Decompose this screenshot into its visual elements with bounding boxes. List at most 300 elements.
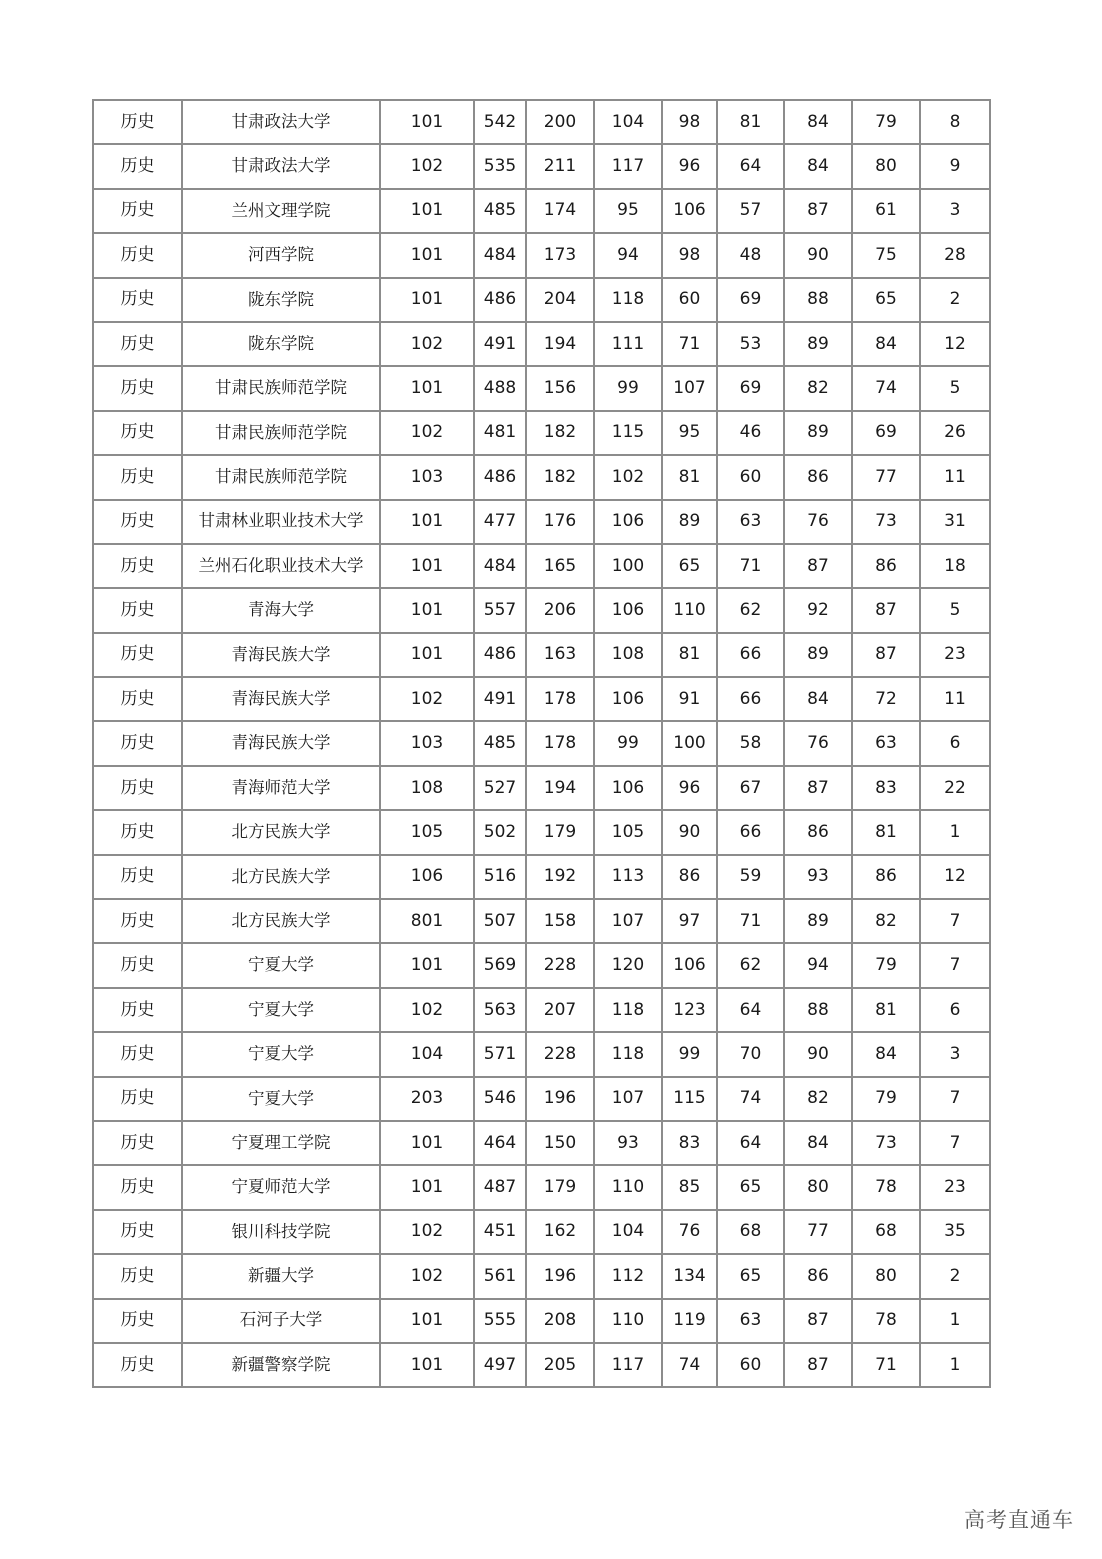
col5-cell: 211 xyxy=(526,144,594,188)
col5-cell: 205 xyxy=(526,1343,594,1387)
count-cell: 6 xyxy=(920,721,990,765)
col10-cell: 72 xyxy=(852,677,920,721)
col5-cell: 163 xyxy=(526,633,594,677)
col7-cell: 123 xyxy=(662,988,717,1032)
school-cell: 兰州文理学院 xyxy=(182,189,380,233)
col8-cell: 46 xyxy=(717,411,784,455)
count-cell: 1 xyxy=(920,1343,990,1387)
subject-cell: 历史 xyxy=(93,1210,182,1254)
col10-cell: 80 xyxy=(852,1254,920,1298)
score-cell: 487 xyxy=(474,1165,526,1209)
col8-cell: 66 xyxy=(717,810,784,854)
col9-cell: 87 xyxy=(784,544,852,588)
col8-cell: 66 xyxy=(717,633,784,677)
table-body xyxy=(93,100,990,1387)
col10-cell: 83 xyxy=(852,766,920,810)
col5-cell: 194 xyxy=(526,766,594,810)
col7-cell: 98 xyxy=(662,100,717,144)
col6-cell: 106 xyxy=(594,500,662,544)
col6-cell: 106 xyxy=(594,766,662,810)
col7-cell: 83 xyxy=(662,1121,717,1165)
col7-cell: 107 xyxy=(662,366,717,410)
table-row xyxy=(93,677,990,721)
col8-cell: 62 xyxy=(717,943,784,987)
col9-cell: 89 xyxy=(784,633,852,677)
subject-cell: 历史 xyxy=(93,322,182,366)
code-cell: 106 xyxy=(380,855,474,899)
col5-cell: 179 xyxy=(526,810,594,854)
code-cell: 101 xyxy=(380,1165,474,1209)
col7-cell: 115 xyxy=(662,1077,717,1121)
score-cell: 486 xyxy=(474,455,526,499)
school-cell: 北方民族大学 xyxy=(182,810,380,854)
score-cell: 486 xyxy=(474,278,526,322)
subject-cell: 历史 xyxy=(93,677,182,721)
col10-cell: 84 xyxy=(852,1032,920,1076)
subject-cell: 历史 xyxy=(93,233,182,277)
col10-cell: 69 xyxy=(852,411,920,455)
count-cell: 12 xyxy=(920,855,990,899)
col7-cell: 99 xyxy=(662,1032,717,1076)
table-row xyxy=(93,1210,990,1254)
table-row xyxy=(93,500,990,544)
score-cell: 486 xyxy=(474,633,526,677)
count-cell: 5 xyxy=(920,588,990,632)
score-cell: 484 xyxy=(474,544,526,588)
count-cell: 35 xyxy=(920,1210,990,1254)
count-cell: 6 xyxy=(920,988,990,1032)
col10-cell: 79 xyxy=(852,1077,920,1121)
score-cell: 557 xyxy=(474,588,526,632)
col9-cell: 84 xyxy=(784,144,852,188)
score-cell: 571 xyxy=(474,1032,526,1076)
score-cell: 535 xyxy=(474,144,526,188)
score-cell: 569 xyxy=(474,943,526,987)
col6-cell: 99 xyxy=(594,721,662,765)
col9-cell: 87 xyxy=(784,189,852,233)
table-row xyxy=(93,411,990,455)
col10-cell: 73 xyxy=(852,1121,920,1165)
col5-cell: 204 xyxy=(526,278,594,322)
col6-cell: 95 xyxy=(594,189,662,233)
subject-cell: 历史 xyxy=(93,500,182,544)
col9-cell: 80 xyxy=(784,1165,852,1209)
col10-cell: 63 xyxy=(852,721,920,765)
table-row xyxy=(93,278,990,322)
code-cell: 101 xyxy=(380,366,474,410)
col8-cell: 67 xyxy=(717,766,784,810)
score-cell: 451 xyxy=(474,1210,526,1254)
code-cell: 203 xyxy=(380,1077,474,1121)
score-cell: 485 xyxy=(474,721,526,765)
col8-cell: 62 xyxy=(717,588,784,632)
subject-cell: 历史 xyxy=(93,1299,182,1343)
col8-cell: 57 xyxy=(717,189,784,233)
col6-cell: 107 xyxy=(594,899,662,943)
score-cell: 502 xyxy=(474,810,526,854)
code-cell: 101 xyxy=(380,1343,474,1387)
school-cell: 青海民族大学 xyxy=(182,677,380,721)
school-cell: 河西学院 xyxy=(182,233,380,277)
col10-cell: 79 xyxy=(852,100,920,144)
score-table xyxy=(92,99,991,1388)
count-cell: 12 xyxy=(920,322,990,366)
code-cell: 101 xyxy=(380,1121,474,1165)
school-cell: 宁夏大学 xyxy=(182,988,380,1032)
col5-cell: 178 xyxy=(526,721,594,765)
col7-cell: 76 xyxy=(662,1210,717,1254)
col6-cell: 102 xyxy=(594,455,662,499)
subject-cell: 历史 xyxy=(93,411,182,455)
table-row xyxy=(93,988,990,1032)
subject-cell: 历史 xyxy=(93,899,182,943)
col8-cell: 74 xyxy=(717,1077,784,1121)
table-row xyxy=(93,1032,990,1076)
school-cell: 银川科技学院 xyxy=(182,1210,380,1254)
subject-cell: 历史 xyxy=(93,1032,182,1076)
subject-cell: 历史 xyxy=(93,855,182,899)
school-cell: 宁夏大学 xyxy=(182,943,380,987)
col8-cell: 70 xyxy=(717,1032,784,1076)
col6-cell: 111 xyxy=(594,322,662,366)
count-cell: 2 xyxy=(920,1254,990,1298)
col9-cell: 87 xyxy=(784,766,852,810)
table-row xyxy=(93,100,990,144)
school-cell: 北方民族大学 xyxy=(182,855,380,899)
code-cell: 101 xyxy=(380,278,474,322)
score-cell: 527 xyxy=(474,766,526,810)
table-row xyxy=(93,1343,990,1387)
score-cell: 481 xyxy=(474,411,526,455)
code-cell: 101 xyxy=(380,100,474,144)
col8-cell: 64 xyxy=(717,144,784,188)
col6-cell: 104 xyxy=(594,1210,662,1254)
school-cell: 宁夏理工学院 xyxy=(182,1121,380,1165)
table-row xyxy=(93,1165,990,1209)
col7-cell: 106 xyxy=(662,189,717,233)
col6-cell: 113 xyxy=(594,855,662,899)
col7-cell: 90 xyxy=(662,810,717,854)
code-cell: 105 xyxy=(380,810,474,854)
col7-cell: 96 xyxy=(662,144,717,188)
col10-cell: 82 xyxy=(852,899,920,943)
subject-cell: 历史 xyxy=(93,810,182,854)
count-cell: 7 xyxy=(920,899,990,943)
school-cell: 甘肃政法大学 xyxy=(182,100,380,144)
col8-cell: 71 xyxy=(717,899,784,943)
col8-cell: 66 xyxy=(717,677,784,721)
subject-cell: 历史 xyxy=(93,100,182,144)
count-cell: 3 xyxy=(920,1032,990,1076)
score-cell: 555 xyxy=(474,1299,526,1343)
col9-cell: 89 xyxy=(784,899,852,943)
school-cell: 青海大学 xyxy=(182,588,380,632)
table-row xyxy=(93,899,990,943)
col9-cell: 87 xyxy=(784,1343,852,1387)
score-cell: 491 xyxy=(474,322,526,366)
col6-cell: 93 xyxy=(594,1121,662,1165)
col10-cell: 79 xyxy=(852,943,920,987)
school-cell: 宁夏师范大学 xyxy=(182,1165,380,1209)
col8-cell: 69 xyxy=(717,278,784,322)
col9-cell: 82 xyxy=(784,366,852,410)
code-cell: 102 xyxy=(380,144,474,188)
code-cell: 108 xyxy=(380,766,474,810)
col5-cell: 162 xyxy=(526,1210,594,1254)
subject-cell: 历史 xyxy=(93,144,182,188)
col9-cell: 86 xyxy=(784,455,852,499)
col10-cell: 78 xyxy=(852,1165,920,1209)
col10-cell: 81 xyxy=(852,810,920,854)
table-row xyxy=(93,233,990,277)
col5-cell: 207 xyxy=(526,988,594,1032)
col5-cell: 158 xyxy=(526,899,594,943)
count-cell: 7 xyxy=(920,943,990,987)
table-row xyxy=(93,1299,990,1343)
col6-cell: 100 xyxy=(594,544,662,588)
col5-cell: 179 xyxy=(526,1165,594,1209)
count-cell: 23 xyxy=(920,1165,990,1209)
table-row xyxy=(93,322,990,366)
table-row xyxy=(93,721,990,765)
school-cell: 石河子大学 xyxy=(182,1299,380,1343)
subject-cell: 历史 xyxy=(93,633,182,677)
col7-cell: 97 xyxy=(662,899,717,943)
col6-cell: 106 xyxy=(594,588,662,632)
count-cell: 31 xyxy=(920,500,990,544)
col6-cell: 94 xyxy=(594,233,662,277)
col7-cell: 91 xyxy=(662,677,717,721)
col10-cell: 77 xyxy=(852,455,920,499)
col7-cell: 96 xyxy=(662,766,717,810)
col5-cell: 206 xyxy=(526,588,594,632)
count-cell: 7 xyxy=(920,1077,990,1121)
table-row xyxy=(93,766,990,810)
score-cell: 484 xyxy=(474,233,526,277)
school-cell: 青海民族大学 xyxy=(182,633,380,677)
col9-cell: 84 xyxy=(784,677,852,721)
subject-cell: 历史 xyxy=(93,943,182,987)
count-cell: 23 xyxy=(920,633,990,677)
table-row xyxy=(93,1121,990,1165)
col7-cell: 86 xyxy=(662,855,717,899)
code-cell: 102 xyxy=(380,411,474,455)
col5-cell: 150 xyxy=(526,1121,594,1165)
count-cell: 5 xyxy=(920,366,990,410)
col9-cell: 92 xyxy=(784,588,852,632)
subject-cell: 历史 xyxy=(93,366,182,410)
count-cell: 22 xyxy=(920,766,990,810)
code-cell: 103 xyxy=(380,721,474,765)
code-cell: 801 xyxy=(380,899,474,943)
col10-cell: 73 xyxy=(852,500,920,544)
col5-cell: 173 xyxy=(526,233,594,277)
col6-cell: 120 xyxy=(594,943,662,987)
subject-cell: 历史 xyxy=(93,988,182,1032)
count-cell: 11 xyxy=(920,677,990,721)
col7-cell: 65 xyxy=(662,544,717,588)
table-row xyxy=(93,544,990,588)
col9-cell: 82 xyxy=(784,1077,852,1121)
subject-cell: 历史 xyxy=(93,1343,182,1387)
col7-cell: 95 xyxy=(662,411,717,455)
col6-cell: 117 xyxy=(594,144,662,188)
school-cell: 青海师范大学 xyxy=(182,766,380,810)
table-row xyxy=(93,189,990,233)
col8-cell: 69 xyxy=(717,366,784,410)
col8-cell: 65 xyxy=(717,1254,784,1298)
col8-cell: 81 xyxy=(717,100,784,144)
table-row xyxy=(93,633,990,677)
code-cell: 102 xyxy=(380,988,474,1032)
subject-cell: 历史 xyxy=(93,189,182,233)
col10-cell: 84 xyxy=(852,322,920,366)
col5-cell: 192 xyxy=(526,855,594,899)
col9-cell: 77 xyxy=(784,1210,852,1254)
table-row xyxy=(93,855,990,899)
col9-cell: 87 xyxy=(784,1299,852,1343)
col5-cell: 178 xyxy=(526,677,594,721)
score-cell: 563 xyxy=(474,988,526,1032)
count-cell: 8 xyxy=(920,100,990,144)
col8-cell: 68 xyxy=(717,1210,784,1254)
subject-cell: 历史 xyxy=(93,588,182,632)
col6-cell: 110 xyxy=(594,1165,662,1209)
count-cell: 9 xyxy=(920,144,990,188)
score-cell: 488 xyxy=(474,366,526,410)
col5-cell: 196 xyxy=(526,1077,594,1121)
col7-cell: 74 xyxy=(662,1343,717,1387)
col10-cell: 86 xyxy=(852,855,920,899)
col5-cell: 156 xyxy=(526,366,594,410)
col9-cell: 90 xyxy=(784,233,852,277)
subject-cell: 历史 xyxy=(93,766,182,810)
col5-cell: 174 xyxy=(526,189,594,233)
table-row xyxy=(93,943,990,987)
school-cell: 青海民族大学 xyxy=(182,721,380,765)
school-cell: 北方民族大学 xyxy=(182,899,380,943)
col9-cell: 84 xyxy=(784,1121,852,1165)
col7-cell: 81 xyxy=(662,633,717,677)
col5-cell: 200 xyxy=(526,100,594,144)
col8-cell: 60 xyxy=(717,455,784,499)
col7-cell: 100 xyxy=(662,721,717,765)
code-cell: 104 xyxy=(380,1032,474,1076)
school-cell: 兰州石化职业技术大学 xyxy=(182,544,380,588)
school-cell: 新疆大学 xyxy=(182,1254,380,1298)
col10-cell: 75 xyxy=(852,233,920,277)
table-row xyxy=(93,1254,990,1298)
table-row xyxy=(93,455,990,499)
col6-cell: 115 xyxy=(594,411,662,455)
col5-cell: 182 xyxy=(526,455,594,499)
count-cell: 1 xyxy=(920,1299,990,1343)
code-cell: 102 xyxy=(380,322,474,366)
code-cell: 101 xyxy=(380,588,474,632)
col7-cell: 89 xyxy=(662,500,717,544)
col6-cell: 107 xyxy=(594,1077,662,1121)
score-cell: 485 xyxy=(474,189,526,233)
col8-cell: 63 xyxy=(717,1299,784,1343)
subject-cell: 历史 xyxy=(93,721,182,765)
subject-cell: 历史 xyxy=(93,455,182,499)
col5-cell: 228 xyxy=(526,943,594,987)
school-cell: 宁夏大学 xyxy=(182,1077,380,1121)
col7-cell: 85 xyxy=(662,1165,717,1209)
col9-cell: 90 xyxy=(784,1032,852,1076)
col8-cell: 63 xyxy=(717,500,784,544)
school-cell: 甘肃民族师范学院 xyxy=(182,366,380,410)
col5-cell: 182 xyxy=(526,411,594,455)
table-row xyxy=(93,366,990,410)
col9-cell: 86 xyxy=(784,1254,852,1298)
school-cell: 陇东学院 xyxy=(182,278,380,322)
col9-cell: 88 xyxy=(784,278,852,322)
col6-cell: 112 xyxy=(594,1254,662,1298)
col7-cell: 134 xyxy=(662,1254,717,1298)
school-cell: 甘肃民族师范学院 xyxy=(182,455,380,499)
col10-cell: 87 xyxy=(852,633,920,677)
subject-cell: 历史 xyxy=(93,1077,182,1121)
code-cell: 101 xyxy=(380,544,474,588)
col5-cell: 194 xyxy=(526,322,594,366)
table-row xyxy=(93,588,990,632)
watermark: 高考直通车 xyxy=(964,1508,1074,1532)
school-cell: 新疆警察学院 xyxy=(182,1343,380,1387)
col6-cell: 117 xyxy=(594,1343,662,1387)
col8-cell: 60 xyxy=(717,1343,784,1387)
table-row xyxy=(93,1077,990,1121)
col6-cell: 110 xyxy=(594,1299,662,1343)
school-cell: 甘肃政法大学 xyxy=(182,144,380,188)
code-cell: 101 xyxy=(380,189,474,233)
col9-cell: 88 xyxy=(784,988,852,1032)
score-cell: 516 xyxy=(474,855,526,899)
col6-cell: 118 xyxy=(594,1032,662,1076)
col10-cell: 87 xyxy=(852,588,920,632)
code-cell: 101 xyxy=(380,500,474,544)
code-cell: 101 xyxy=(380,633,474,677)
col5-cell: 165 xyxy=(526,544,594,588)
school-cell: 甘肃民族师范学院 xyxy=(182,411,380,455)
score-cell: 491 xyxy=(474,677,526,721)
col8-cell: 58 xyxy=(717,721,784,765)
score-cell: 546 xyxy=(474,1077,526,1121)
count-cell: 18 xyxy=(920,544,990,588)
col8-cell: 65 xyxy=(717,1165,784,1209)
subject-cell: 历史 xyxy=(93,278,182,322)
col10-cell: 74 xyxy=(852,366,920,410)
col5-cell: 196 xyxy=(526,1254,594,1298)
col9-cell: 86 xyxy=(784,810,852,854)
count-cell: 26 xyxy=(920,411,990,455)
col8-cell: 59 xyxy=(717,855,784,899)
subject-cell: 历史 xyxy=(93,1254,182,1298)
score-cell: 497 xyxy=(474,1343,526,1387)
col9-cell: 76 xyxy=(784,500,852,544)
table-row xyxy=(93,144,990,188)
col10-cell: 81 xyxy=(852,988,920,1032)
col7-cell: 71 xyxy=(662,322,717,366)
count-cell: 7 xyxy=(920,1121,990,1165)
col7-cell: 119 xyxy=(662,1299,717,1343)
col10-cell: 71 xyxy=(852,1343,920,1387)
col10-cell: 65 xyxy=(852,278,920,322)
score-cell: 561 xyxy=(474,1254,526,1298)
code-cell: 101 xyxy=(380,1299,474,1343)
col8-cell: 71 xyxy=(717,544,784,588)
count-cell: 3 xyxy=(920,189,990,233)
